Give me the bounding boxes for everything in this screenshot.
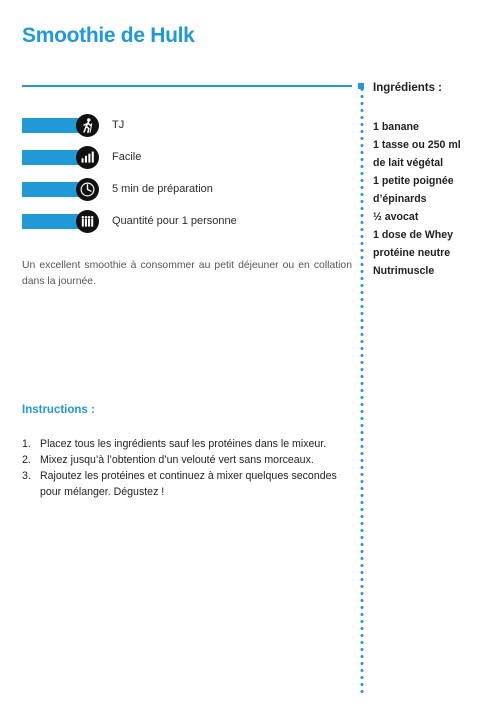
step-text: Rajoutez les protéines et continuez à mixer quelques secondes pour mélanger. Dégustez !: [40, 470, 337, 498]
ingredient-line: d’épinards: [373, 193, 427, 205]
info-time-text: 5 min de préparation: [112, 183, 213, 195]
step-text: Placez tous les ingrédients sauf les protéines dans le mixeur.: [40, 438, 327, 450]
info-row-category: [22, 109, 237, 141]
step-number: 3.: [22, 470, 31, 482]
info-difficulty-text: Facile: [112, 151, 142, 163]
info-bar: [22, 214, 80, 229]
recipe-info-list: [22, 109, 237, 237]
instructions-heading: Instructions :: [22, 404, 95, 416]
info-category-text: TJ: [112, 119, 125, 131]
ingredient-line: 1 banane: [373, 121, 419, 133]
info-bar: [22, 118, 80, 133]
recipe-intro: Un excellent smoothie à consommer au petit déjeuner ou en collation dans la journée.: [22, 260, 352, 287]
info-row-time: [22, 173, 237, 205]
step-number: 1.: [22, 438, 31, 450]
instruction-step: [22, 468, 354, 500]
info-bar: [22, 150, 80, 165]
ingredient-line: Nutrimuscle: [373, 265, 435, 277]
instructions-list: [22, 436, 354, 500]
instruction-step: [22, 436, 354, 452]
ingredient-line: 1 tasse ou 250 ml: [373, 139, 461, 151]
info-bar: [22, 182, 80, 197]
step-text: Mixez jusqu’à l’obtention d’un velouté vert sans morceaux.: [40, 454, 314, 466]
ingredient-line: 1 dose de Whey: [373, 229, 454, 241]
ingredients-list: [373, 118, 473, 280]
info-row-difficulty: [22, 141, 237, 173]
ingredient-line: ½ avocat: [373, 211, 419, 223]
step-number: 2.: [22, 454, 31, 466]
difficulty-bars-icon: [76, 146, 99, 169]
ingredient-line: protéine neutre: [373, 247, 451, 259]
info-servings-text: Quantité pour 1 personne: [112, 215, 237, 227]
instruction-step: [22, 452, 354, 468]
clock-icon: [76, 178, 99, 201]
hiker-icon: [76, 114, 99, 137]
ingredient-line: 1 petite poignée: [373, 175, 454, 187]
ingredients-heading: Ingrédients :: [373, 82, 443, 94]
sidebar-dotted-divider: [360, 86, 364, 694]
recipe-title: Smoothie de Hulk: [22, 24, 195, 47]
servings-icon: [76, 210, 99, 233]
ingredient-line: de lait végétal: [373, 157, 444, 169]
title-divider: [22, 85, 352, 87]
info-row-servings: [22, 205, 237, 237]
